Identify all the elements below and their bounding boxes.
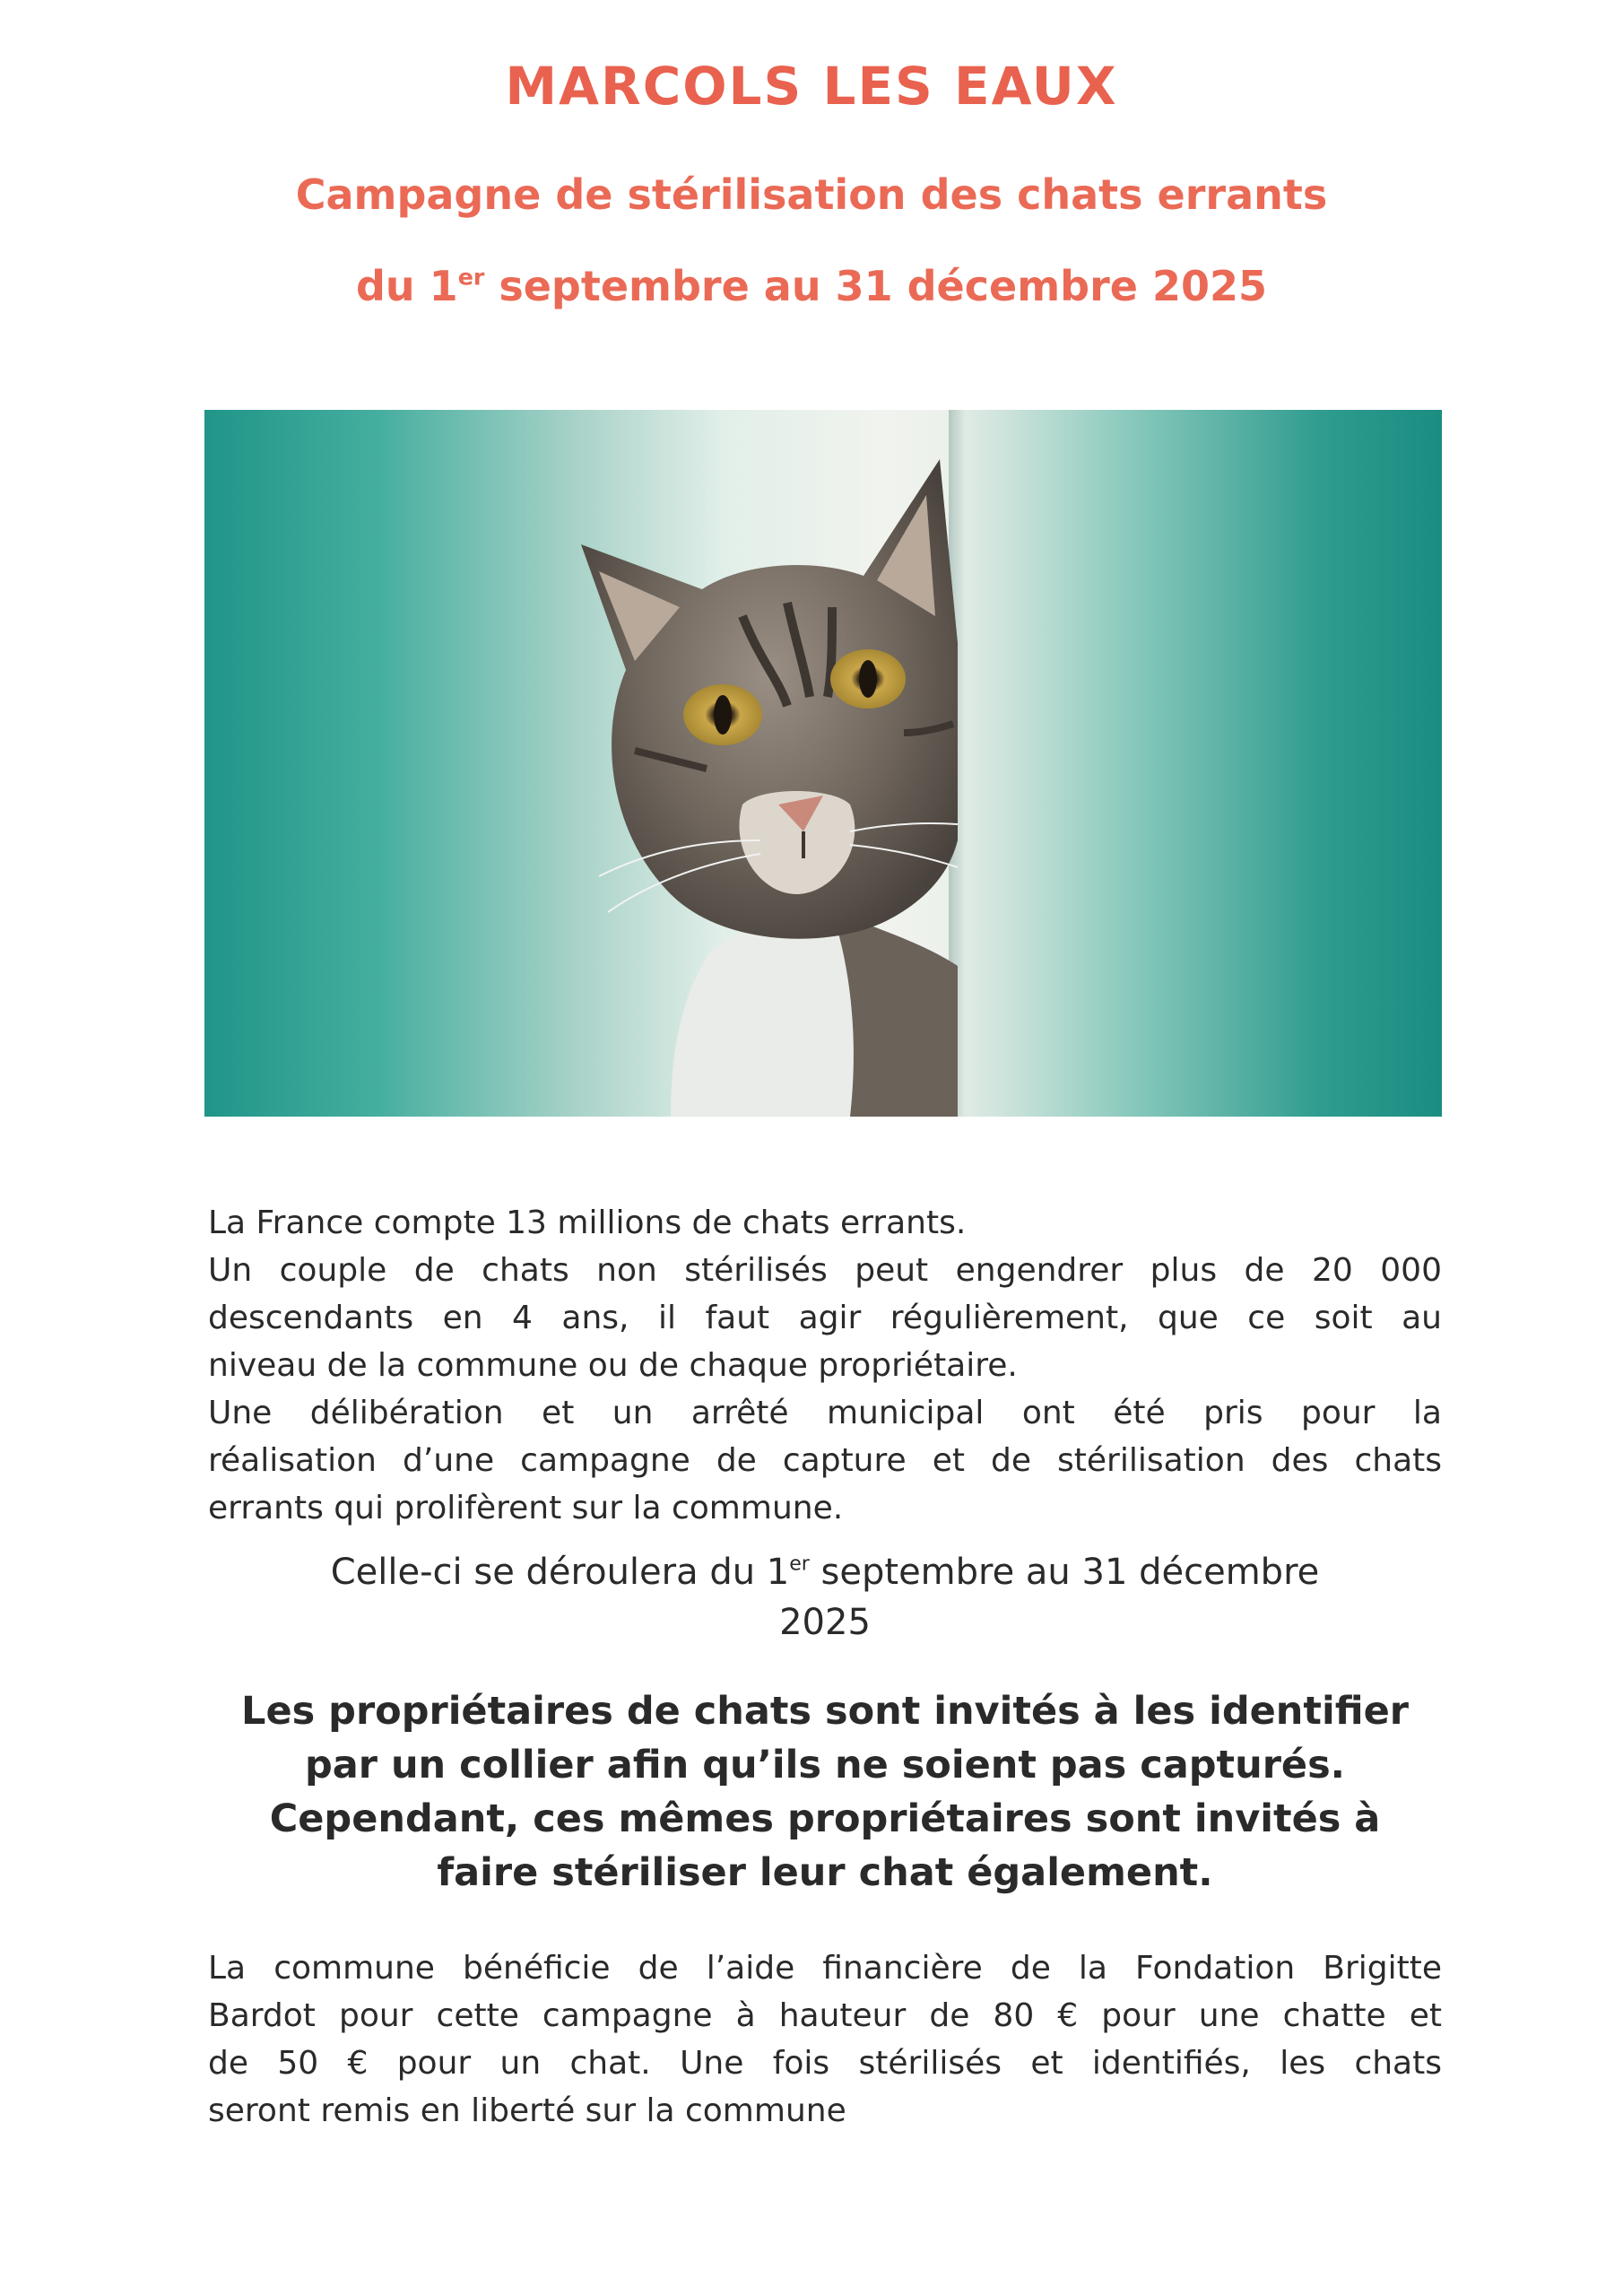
campaign-period-notice (208, 1547, 1442, 1648)
intro-line: réalisation d’une campagne de capture et de stérilisation des chats (208, 1442, 1442, 1479)
intro-line: errants qui prolifèrent sur la commune. (208, 1490, 844, 1526)
intro-line: La France compte 13 millions de chats errants. (208, 1205, 967, 1241)
intro-line: Une délibération et un arrêté municipal ont été pris pour la (208, 1395, 1442, 1431)
cat-illustration (204, 410, 1442, 1117)
owners-callout (170, 1684, 1480, 1900)
callout-line: Les propriétaires de chats sont invités à les identifier (241, 1689, 1409, 1734)
campaign-dates-sup: er (457, 264, 485, 291)
funding-line: Bardot pour cette campagne à hauteur de 80 € pour une chatte et (208, 1997, 1442, 2034)
intro-line: descendants en 4 ans, il faut agir régulièrement, que ce soit au (208, 1300, 1442, 1336)
page-title: MARCOLS LES EAUX (505, 56, 1118, 117)
intro-line: niveau de la commune ou de chaque propriétaire. (208, 1347, 1018, 1384)
campaign-dates-suffix: septembre au 31 décembre 2025 (484, 262, 1268, 310)
callout-line: par un collier afin qu’ils ne soient pas capturés. (304, 1743, 1346, 1787)
period-sup: er (789, 1552, 810, 1576)
funding-line: seront remis en liberté sur la commune (208, 2092, 846, 2129)
campaign-subtitle: Campagne de stérilisation des chats errants (295, 170, 1328, 219)
period-line-2: 2025 (779, 1602, 871, 1643)
cat-photo (204, 410, 1442, 1117)
campaign-dates-prefix: du 1 (355, 262, 458, 310)
intro-paragraph (208, 1199, 1442, 1532)
intro-line: Un couple de chats non stérilisés peut engendrer plus de 20 000 (208, 1252, 1442, 1289)
callout-line: Cependant, ces mêmes propriétaires sont invités à (269, 1796, 1381, 1841)
period-line-1 (208, 1547, 1442, 1597)
period-prefix: Celle-ci se déroulera du 1 (330, 1552, 790, 1593)
funding-line: La commune bénéficie de l’aide financière de la Fondation Brigitte (208, 1950, 1442, 1987)
callout-line: faire stériliser leur chat également. (437, 1850, 1213, 1895)
funding-paragraph (208, 1944, 1442, 2135)
funding-line: de 50 € pour un chat. Une fois stérilisés et identifiés, les chats (208, 2045, 1442, 2082)
period-suffix: septembre au 31 décembre (809, 1552, 1320, 1593)
campaign-dates (0, 262, 1623, 310)
